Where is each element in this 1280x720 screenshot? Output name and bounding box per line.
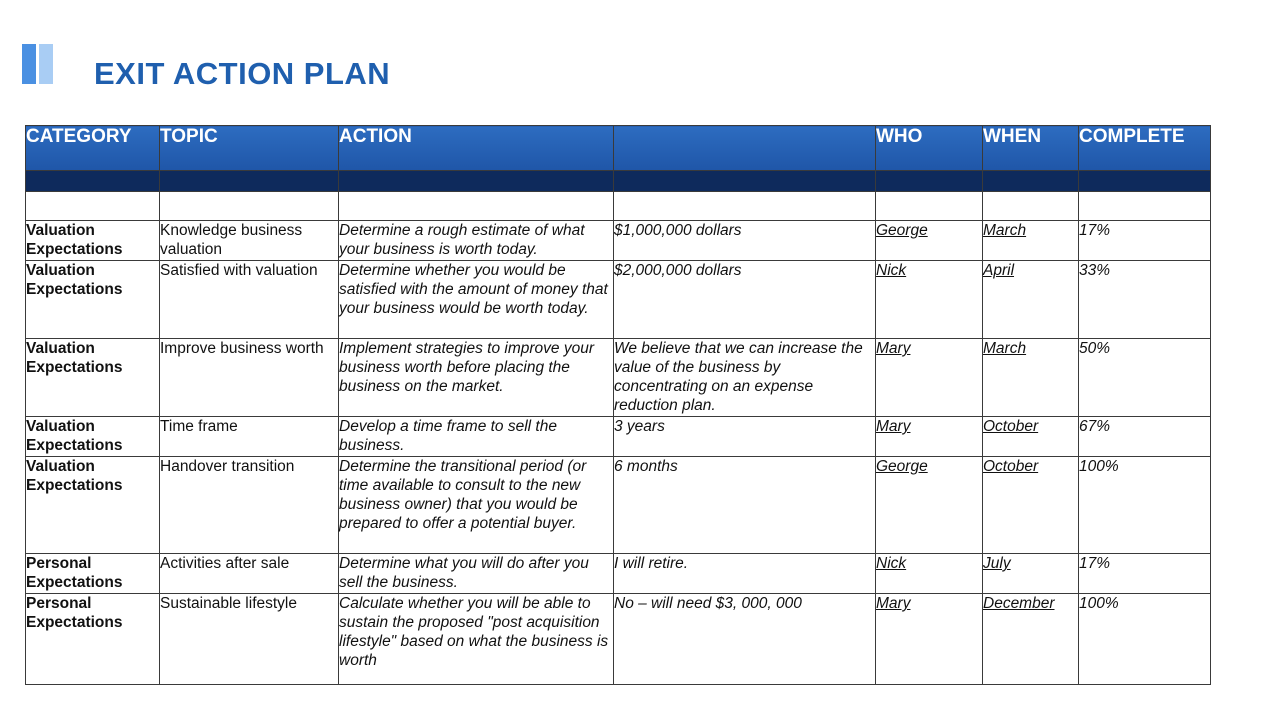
note-cell: I will retire. xyxy=(614,554,876,594)
note-cell: $2,000,000 dollars xyxy=(614,261,876,339)
topic-cell: Knowledge business valuation xyxy=(160,221,339,261)
header-category: CATEGORY xyxy=(26,126,160,171)
when-link[interactable]: March xyxy=(983,222,1027,239)
action-cell: Determine the transitional period (or time available to consult to the new business owner) that you would be prepared to offer a potential buyer. xyxy=(339,457,614,554)
when-cell xyxy=(983,594,1079,685)
action-cell: Develop a time frame to sell the business. xyxy=(339,417,614,457)
category-cell: Valuation Expectations xyxy=(26,221,160,261)
logo xyxy=(22,44,62,84)
when-link[interactable]: April xyxy=(983,262,1015,279)
when-link[interactable]: October xyxy=(983,418,1039,435)
category-cell: Personal Expectations xyxy=(26,594,160,685)
when-cell xyxy=(983,339,1079,417)
when-cell xyxy=(983,417,1079,457)
who-link[interactable]: Nick xyxy=(876,555,907,572)
header-band xyxy=(26,171,1211,192)
complete-cell: 17% xyxy=(1079,221,1211,261)
who-cell xyxy=(876,339,983,417)
header-action: ACTION xyxy=(339,126,614,171)
logo-bar-dark xyxy=(22,44,36,84)
category-cell: Valuation Expectations xyxy=(26,339,160,417)
who-cell xyxy=(876,221,983,261)
table-row xyxy=(26,554,1211,594)
note-cell: 6 months xyxy=(614,457,876,554)
note-cell: $1,000,000 dollars xyxy=(614,221,876,261)
topic-cell: Satisfied with valuation xyxy=(160,261,339,339)
header-topic: TOPIC xyxy=(160,126,339,171)
table-header-row xyxy=(26,126,1211,171)
action-cell: Determine a rough estimate of what your business is worth today. xyxy=(339,221,614,261)
action-cell: Determine whether you would be satisfied with the amount of money that your business would be worth today. xyxy=(339,261,614,339)
category-cell: Personal Expectations xyxy=(26,554,160,594)
category-cell: Valuation Expectations xyxy=(26,417,160,457)
when-cell xyxy=(983,261,1079,339)
table-row xyxy=(26,261,1211,339)
who-cell xyxy=(876,417,983,457)
who-link[interactable]: George xyxy=(876,222,928,239)
who-link[interactable]: Mary xyxy=(876,418,911,435)
when-cell xyxy=(983,554,1079,594)
category-cell: Valuation Expectations xyxy=(26,261,160,339)
complete-cell: 67% xyxy=(1079,417,1211,457)
who-link[interactable]: Nick xyxy=(876,262,907,279)
who-cell xyxy=(876,594,983,685)
when-cell xyxy=(983,457,1079,554)
table-row xyxy=(26,457,1211,554)
action-cell: Determine what you will do after you sell the business. xyxy=(339,554,614,594)
table-row xyxy=(26,594,1211,685)
topic-cell: Handover transition xyxy=(160,457,339,554)
page-title: EXIT ACTION PLAN xyxy=(94,56,391,91)
who-link[interactable]: Mary xyxy=(876,595,911,612)
complete-cell: 17% xyxy=(1079,554,1211,594)
logo-bar-light xyxy=(39,44,53,84)
exit-action-plan-table xyxy=(25,125,1211,685)
who-link[interactable]: Mary xyxy=(876,340,911,357)
topic-cell: Sustainable lifestyle xyxy=(160,594,339,685)
when-cell xyxy=(983,221,1079,261)
category-cell: Valuation Expectations xyxy=(26,457,160,554)
header-who: WHO xyxy=(876,126,983,171)
who-cell xyxy=(876,457,983,554)
table-row xyxy=(26,339,1211,417)
when-link[interactable]: December xyxy=(983,595,1055,612)
complete-cell: 100% xyxy=(1079,457,1211,554)
note-cell: 3 years xyxy=(614,417,876,457)
when-link[interactable]: March xyxy=(983,340,1027,357)
who-link[interactable]: George xyxy=(876,458,928,475)
action-cell: Calculate whether you will be able to sustain the proposed "post acquisition lifestyle" based on what the business is worth xyxy=(339,594,614,685)
topic-cell: Time frame xyxy=(160,417,339,457)
who-cell xyxy=(876,261,983,339)
complete-cell: 33% xyxy=(1079,261,1211,339)
action-cell: Implement strategies to improve your business worth before placing the business on the market. xyxy=(339,339,614,417)
table-row xyxy=(26,417,1211,457)
header-notes xyxy=(614,126,876,171)
table-row xyxy=(26,221,1211,261)
note-cell: We believe that we can increase the value of the business by concentrating on an expense reduction plan. xyxy=(614,339,876,417)
topic-cell: Activities after sale xyxy=(160,554,339,594)
complete-cell: 100% xyxy=(1079,594,1211,685)
who-cell xyxy=(876,554,983,594)
empty-row xyxy=(26,192,1211,221)
when-link[interactable]: July xyxy=(983,555,1011,572)
when-link[interactable]: October xyxy=(983,458,1039,475)
header-complete: COMPLETE xyxy=(1079,126,1211,171)
note-cell: No – will need $3, 000, 000 xyxy=(614,594,876,685)
complete-cell: 50% xyxy=(1079,339,1211,417)
topic-cell: Improve business worth xyxy=(160,339,339,417)
header-when: WHEN xyxy=(983,126,1079,171)
